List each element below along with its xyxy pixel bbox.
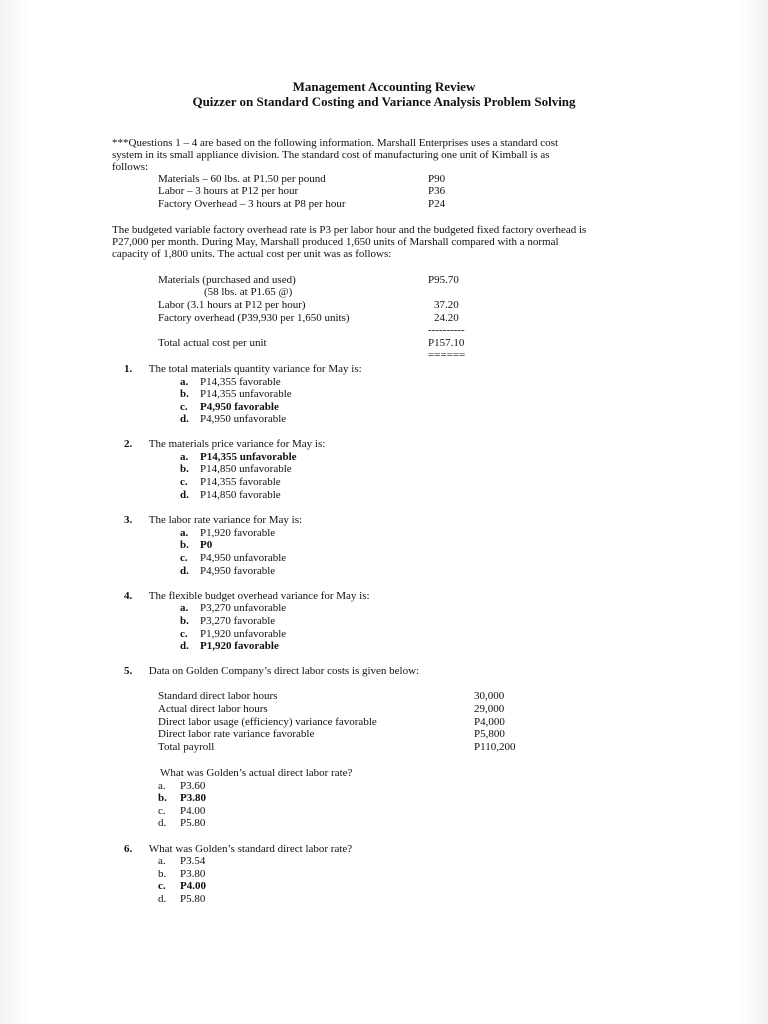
option-c: c. P1,920 unfavorable xyxy=(180,628,287,640)
option-b-answer: b. P0 xyxy=(180,539,213,551)
std-cost-value: P24 xyxy=(428,198,446,210)
question-number: 1. xyxy=(124,363,133,375)
sub-question: What was Golden’s actual direct labor rate? xyxy=(160,767,353,779)
std-cost-value: P36 xyxy=(428,185,446,197)
option-c: c. P4.00 xyxy=(158,805,206,817)
std-cost-label: Materials – 60 lbs. at P1.50 per pound xyxy=(158,173,326,185)
question-2 xyxy=(124,438,325,451)
actual-cost-value: P95.70 xyxy=(428,274,459,286)
option-c-answer: c. P4.00 xyxy=(158,880,206,892)
question-6 xyxy=(124,843,352,856)
actual-cost-value: 24.20 xyxy=(434,312,459,324)
labor-data-value: 30,000 xyxy=(474,690,505,702)
option-b: b. P14,850 unfavorable xyxy=(180,463,292,475)
intro-line: follows: xyxy=(112,161,149,173)
option-d: d. P4,950 favorable xyxy=(180,565,276,577)
labor-data-label: Direct labor usage (efficiency) variance favorable xyxy=(158,716,377,728)
option-a: a. P3.60 xyxy=(158,780,206,792)
labor-data-label: Standard direct labor hours xyxy=(158,690,278,702)
question-1 xyxy=(124,363,362,376)
option-c-answer: c. P4,950 favorable xyxy=(180,401,279,413)
question-number: 3. xyxy=(124,514,133,526)
labor-data-label: Total payroll xyxy=(158,741,215,753)
intro-line: system in its small appliance division. The standard cost of manufacturing one unit of Kimball is as xyxy=(112,149,550,161)
question-3 xyxy=(124,514,302,527)
question-number: 2. xyxy=(124,438,133,450)
question-number: 6. xyxy=(124,843,133,855)
labor-data-label: Direct labor rate variance favorable xyxy=(158,728,315,740)
para-line: P27,000 per month. During May, Marshall produced 1,650 units of Marshall compared with a normal xyxy=(112,236,559,248)
option-d-answer: d. P1,920 favorable xyxy=(180,640,279,652)
page-title: Management Accounting Review xyxy=(292,79,476,94)
option-a: a. P3,270 unfavorable xyxy=(180,602,287,614)
intro-line: ***Questions 1 – 4 are based on the following information. Marshall Enterprises uses a standard cost xyxy=(112,137,559,149)
option-d: d. P4,950 unfavorable xyxy=(180,413,287,425)
question-text: The total materials quantity variance for May is: xyxy=(148,363,362,375)
question-4 xyxy=(124,590,370,603)
option-a: a. P14,355 favorable xyxy=(180,376,281,388)
option-b: b. P14,355 unfavorable xyxy=(180,388,292,400)
question-text: Data on Golden Company’s direct labor costs is given below: xyxy=(148,665,420,677)
option-d: d. P5.80 xyxy=(158,817,206,829)
actual-cost-label: Labor (3.1 hours at P12 per hour) xyxy=(158,299,306,311)
question-number: 4. xyxy=(124,590,133,602)
option-b-answer: b. P3.80 xyxy=(158,792,206,804)
option-b: b. P3.80 xyxy=(158,868,206,880)
option-b: b. P3,270 favorable xyxy=(180,615,276,627)
option-d: d. P5.80 xyxy=(158,893,206,905)
total-value: P157.10 xyxy=(428,337,465,349)
question-number: 5. xyxy=(124,665,133,677)
std-cost-label: Labor – 3 hours at P12 per hour xyxy=(158,185,299,197)
para-line: capacity of 1,800 units. The actual cost per unit was as follows: xyxy=(112,248,392,260)
question-text: The labor rate variance for May is: xyxy=(148,514,303,526)
subtotal-rule: ---------- xyxy=(428,324,465,336)
actual-cost-label: Materials (purchased and used) xyxy=(158,274,296,286)
option-a: a. P3.54 xyxy=(158,855,206,867)
labor-data-value: 29,000 xyxy=(474,703,505,715)
option-a: a. P1,920 favorable xyxy=(180,527,276,539)
labor-data-label: Actual direct labor hours xyxy=(158,703,268,715)
total-label: Total actual cost per unit xyxy=(158,337,267,349)
question-5 xyxy=(124,665,419,678)
option-a-answer: a. P14,355 unfavorable xyxy=(180,451,297,463)
std-cost-value: P90 xyxy=(428,173,446,185)
actual-cost-label: Factory overhead (P39,930 per 1,650 units) xyxy=(158,312,350,324)
labor-data-value: P110,200 xyxy=(474,741,516,753)
total-double-rule: ====== xyxy=(428,349,466,361)
question-text: What was Golden’s standard direct labor rate? xyxy=(148,843,353,855)
para-line: The budgeted variable factory overhead rate is P3 per labor hour and the budgeted fixed factory overhead is xyxy=(112,224,587,236)
page-subtitle: Quizzer on Standard Costing and Variance Analysis Problem Solving xyxy=(192,94,576,109)
labor-data-value: P5,800 xyxy=(474,728,505,740)
question-text: The flexible budget overhead variance for May is: xyxy=(148,590,370,602)
question-text: The materials price variance for May is: xyxy=(148,438,326,450)
option-c: c. P4,950 unfavorable xyxy=(180,552,287,564)
option-d: d. P14,850 favorable xyxy=(180,489,281,501)
option-c: c. P14,355 favorable xyxy=(180,476,281,488)
actual-cost-label: (58 lbs. at P1.65 @) xyxy=(204,286,293,298)
labor-data-value: P4,000 xyxy=(474,716,505,728)
actual-cost-value: 37.20 xyxy=(434,299,459,311)
std-cost-label: Factory Overhead – 3 hours at P8 per hour xyxy=(158,198,346,210)
